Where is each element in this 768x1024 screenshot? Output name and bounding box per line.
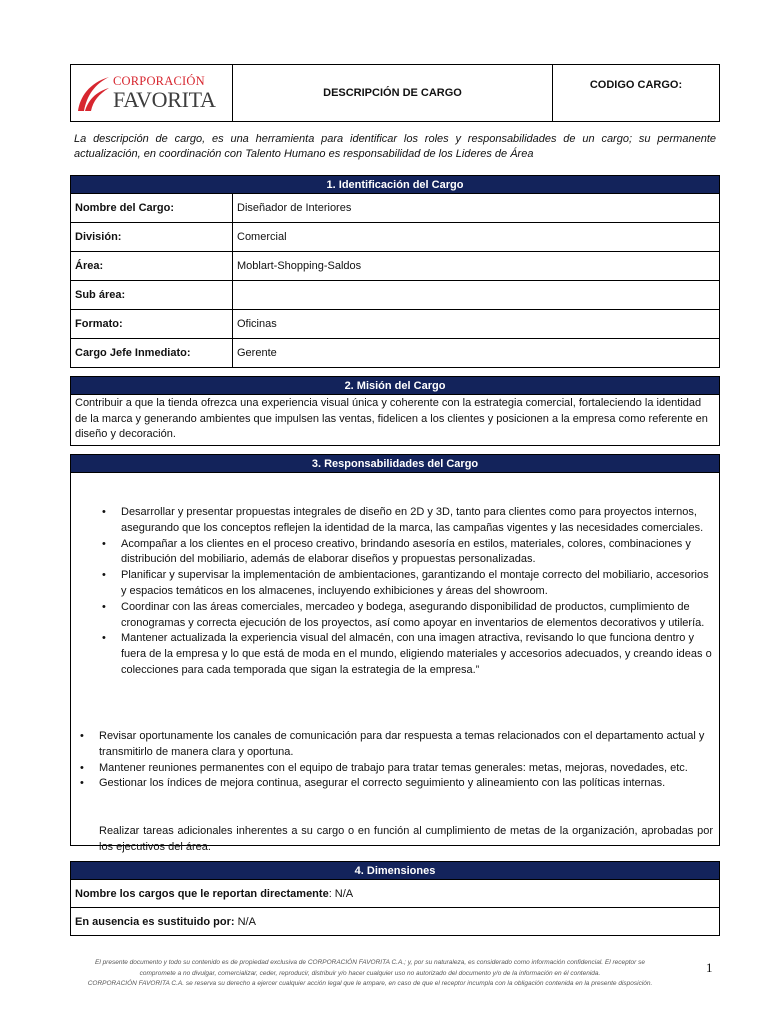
- field-value: Gerente: [237, 347, 277, 359]
- job-code-label: CODIGO CARGO:: [589, 79, 683, 91]
- field-label: Área:: [71, 252, 233, 280]
- field-value: Comercial: [237, 231, 287, 243]
- page-number: 1: [706, 960, 713, 975]
- field-value: [233, 281, 719, 309]
- list-item: • Acompañar a los clientes en el proceso creativo, brindando asesoría en estilos, materiales, colores, combinaciones y distribución del mobiliario, además de elaborar diseños y propuestas personalizadas.: [99, 537, 713, 569]
- section-identification: [70, 175, 720, 368]
- list-item: • Mantener actualizada la experiencia visual del almacén, con una imagen atractiva, revisando lo que funciona dentro y fuera de la empresa y lo que está de moda en el mundo, eligiendo materiales y accesorios adecuados, y creando ideas o colecciones para cada temporada que sigan la estrategia de la empresa.”: [99, 631, 713, 678]
- list-item: • Desarrollar y presentar propuestas integrales de diseño en 2D y 3D, tanto para clientes como para proyectos internos, asegurando que los conceptos reflejen la identidad de la marca, las campañas vigentes y las necesidades comerciales.: [99, 505, 713, 537]
- company-logo-cell: [71, 65, 233, 121]
- field-value: Oficinas: [237, 318, 277, 330]
- list-item: • Gestionar los índices de mejora continua, asegurar el correcto seguimiento y alineamiento con las políticas internas.: [77, 776, 713, 792]
- field-value: N/A: [234, 915, 256, 928]
- table-row: [70, 339, 720, 368]
- table-row: [70, 310, 720, 339]
- mission-text: Contribuir a que la tienda ofrezca una experiencia visual única y coherente con la estrategia comercial, fortaleciendo la identidad de la marca y generando ambientes que impulsen las ventas, fidelicen a los clientes y posicionen a la empresa como referente en diseño y decoración.: [70, 395, 720, 446]
- field-label: En ausencia es sustituido por:: [75, 915, 235, 928]
- list-item: • Mantener reuniones permanentes con el equipo de trabajo para tratar temas generales: metas, mejoras, novedades, etc.: [77, 761, 713, 777]
- logo-favorita-text: FAVORITA: [113, 86, 216, 112]
- field-label: División:: [71, 223, 233, 251]
- field-value: Moblart-Shopping-Saldos: [237, 260, 362, 272]
- company-logo: [75, 73, 216, 113]
- section-title: 4. Dimensiones: [70, 861, 720, 880]
- table-row: [70, 252, 720, 281]
- field-label: Sub área:: [71, 281, 233, 309]
- list-item: • Planificar y supervisar la implementación de ambientaciones, garantizando el montaje correcto del mobiliario, accesorios y espacios temáticos en los almacenes, incluyendo exhibiciones y áreas del showroom.: [99, 568, 713, 600]
- field-label: Nombre del Cargo:: [71, 194, 233, 222]
- field-label: Cargo Jefe Inmediato:: [71, 339, 233, 367]
- footer-line: El presente documento y todo su contenido es de propiedad exclusiva de CORPORACIÓN FAVORITA C.A.; y, por su naturaleza, es considerado como información confidencial. El receptor se: [94, 959, 645, 966]
- field-label: Nombre los cargos que le reportan directamente: [75, 887, 329, 900]
- table-row: [70, 908, 720, 936]
- section-title: 1. Identificación del Cargo: [70, 175, 720, 194]
- intro-text: La descripción de cargo, es una herramienta para identificar los roles y responsabilidades de un cargo; su permanente actualización, en coordinación con Talento Humano es responsabilidad de los Lideres de Área: [74, 133, 716, 160]
- field-label: Formato:: [71, 310, 233, 338]
- section-title: 2. Misión del Cargo: [70, 376, 720, 395]
- document-title: DESCRIPCIÓN DE CARGO: [233, 65, 553, 121]
- footer-line: compromete a no divulgar, comercializar, ceder, reproducir, distribuir y/o hacer cualquier uso no autorizado del documento y/o de la información en él contenida.: [139, 969, 601, 977]
- confidentiality-footer: [20, 958, 720, 990]
- additional-tasks-text: Realizar tareas adicionales inherentes a su cargo o en función al cumplimiento de metas de la organización, aprobadas por los ejecutivos del área.: [99, 825, 713, 853]
- section-mission: [70, 376, 720, 446]
- footer-line: CORPORACIÓN FAVORITA C.A. se reserva su derecho a ejercer cualquier acción legal que le ampare, en caso de que el receptor incumpla con la obligación contenida en la presente disposición.: [87, 980, 653, 987]
- table-row: [70, 223, 720, 252]
- table-row: [70, 281, 720, 310]
- list-item: • Coordinar con las áreas comerciales, mercadeo y bodega, asegurando disponibilidad de productos, cumplimiento de cronogramas y correcta ejecución de los proyectos, así como apoyar en inventarios de elementos decorativos y utilería.: [99, 600, 713, 632]
- logo-corporacion-text: CORPORACIÓN: [113, 74, 205, 89]
- table-row: [70, 194, 720, 223]
- section-dimensions: [70, 861, 720, 936]
- general-responsibilities-list: [77, 729, 713, 792]
- section-responsibilities: [70, 454, 720, 853]
- section-title: 3. Responsabilidades del Cargo: [70, 454, 720, 473]
- responsibilities-list: [99, 505, 713, 679]
- field-value: : N/A: [328, 887, 354, 900]
- table-row: [70, 880, 720, 908]
- responsibilities-box: [70, 473, 720, 853]
- field-value: Diseñador de Interiores: [237, 202, 352, 214]
- list-item: • Revisar oportunamente los canales de comunicación para dar respuesta a temas relacionados con el departamento actual y transmitirlo de manera clara y oportuna.: [77, 729, 713, 761]
- logo-swoosh-icon: [75, 73, 111, 113]
- document-header: [70, 64, 720, 122]
